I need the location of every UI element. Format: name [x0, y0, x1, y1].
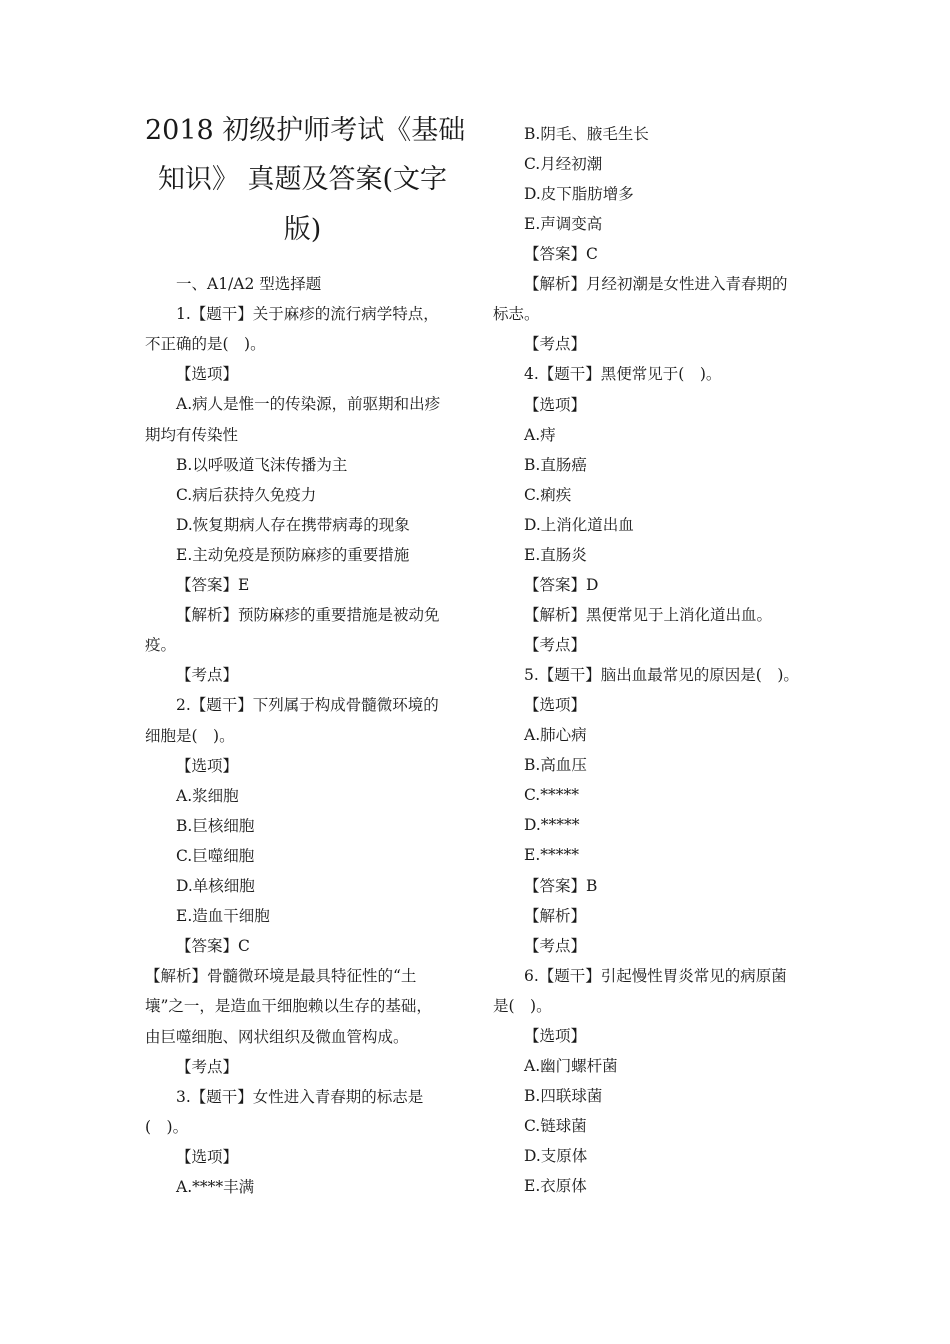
- text-line: 一、A1/A2 型选择题: [176, 275, 322, 293]
- text-line: C.月经初潮: [524, 155, 603, 174]
- text-line: ( )。: [145, 1117, 189, 1136]
- text-line: A.幽门螺杆菌: [524, 1056, 618, 1075]
- text-line: E.声调变高: [524, 215, 603, 234]
- text-line: 细胞是( )。: [145, 726, 235, 745]
- text-line: D.恢复期病人存在携带病毒的现象: [176, 515, 410, 534]
- text-line: D.*****: [524, 816, 580, 835]
- text-line: 【考点】: [176, 666, 239, 685]
- document-title-line-2: 知识》 真题及答案(文字: [157, 164, 448, 195]
- text-line: 【考点】: [524, 936, 587, 955]
- text-line: E.*****: [524, 846, 579, 865]
- text-line: 3.【题干】女性进入青春期的标志是: [176, 1087, 424, 1106]
- document-title-line-3: 版): [283, 214, 322, 245]
- text-line: 【解析】黑便常见于上消化道出血。: [524, 605, 773, 624]
- text-line: E.造血干细胞: [176, 907, 270, 926]
- text-line: A.****丰满: [176, 1178, 255, 1196]
- text-line: B.阴毛、腋毛生长: [524, 125, 649, 143]
- text-line: D.皮下脂肪增多: [524, 185, 634, 204]
- text-line: B.巨核细胞: [176, 816, 255, 835]
- text-line: B.直肠癌: [524, 455, 587, 474]
- text-line: 疫。: [145, 636, 177, 655]
- text-line: C.病后获持久免疫力: [176, 485, 317, 504]
- text-line: 1.【题干】关于麻疹的流行病学特点，: [176, 305, 439, 324]
- text-line: 【解析】预防麻疹的重要措施是被动免: [176, 606, 440, 625]
- text-line: D.单核细胞: [176, 877, 255, 895]
- text-line: 由巨噬细胞、网状组织及微血管构成。: [145, 1027, 409, 1046]
- text-line: 【考点】: [524, 636, 587, 655]
- text-line: C.痢疾: [524, 485, 572, 504]
- text-line: 【答案】E: [176, 576, 250, 594]
- text-line: C.巨噬细胞: [176, 846, 255, 865]
- text-line: E.衣原体: [524, 1177, 587, 1196]
- text-line: B.四联球菌: [524, 1086, 603, 1105]
- text-line: 【答案】C: [176, 937, 250, 956]
- text-line: 【选项】: [524, 395, 587, 414]
- text-line: 期均有传染性: [145, 425, 239, 444]
- text-line: D.上消化道出血: [524, 515, 634, 534]
- text-line: E.主动免疫是预防麻疹的重要措施: [176, 545, 410, 564]
- text-line: 6.【题干】引起慢性胃炎常见的病原菌: [524, 966, 787, 985]
- text-line: B.以呼吸道飞沫传播为主: [176, 455, 348, 474]
- text-line: C.*****: [524, 786, 579, 805]
- text-line: 是( )。: [493, 996, 552, 1015]
- text-line: 标志。: [493, 305, 540, 324]
- text-line: 【选项】: [524, 696, 587, 715]
- text-line: A.痔: [524, 425, 556, 444]
- text-line: D.支原体: [524, 1147, 588, 1166]
- document-title-line-1: 2018 初级护师考试《基础: [145, 115, 466, 146]
- text-line: A.病人是惟一的传染源，前驱期和出疹: [176, 395, 441, 414]
- text-line: 【答案】C: [524, 245, 598, 264]
- text-line: 壤”之一，是造血干细胞赖以生存的基础，: [145, 997, 432, 1016]
- text-line: E.直肠炎: [524, 545, 587, 564]
- text-line: 【选项】: [176, 1147, 239, 1166]
- text-line: A.肺心病: [524, 726, 587, 745]
- text-line: 5.【题干】脑出血最常见的原因是( )。: [524, 666, 799, 685]
- text-line: 【解析】骨髓微环境是最具特征性的“土: [145, 967, 417, 986]
- text-line: 【解析】月经初潮是女性进入青春期的: [524, 275, 788, 294]
- text-line: 4.【题干】黑便常见于( )。: [524, 365, 722, 384]
- text-line: A.浆细胞: [176, 786, 239, 805]
- text-line: 2.【题干】下列属于构成骨髓微环境的: [176, 696, 439, 715]
- text-line: 【考点】: [176, 1057, 239, 1076]
- text-line: 【选项】: [524, 1026, 587, 1045]
- text-line: 【考点】: [524, 335, 587, 354]
- text-line: B.高血压: [524, 756, 587, 775]
- text-line: 【答案】B: [524, 876, 598, 895]
- text-line: 【选项】: [176, 365, 239, 384]
- text-line: 【解析】: [524, 906, 587, 925]
- text-line: 不正确的是( )。: [145, 335, 266, 354]
- text-line: C.链球菌: [524, 1116, 587, 1135]
- text-line: 【选项】: [176, 756, 239, 775]
- text-line: 【答案】D: [524, 575, 599, 594]
